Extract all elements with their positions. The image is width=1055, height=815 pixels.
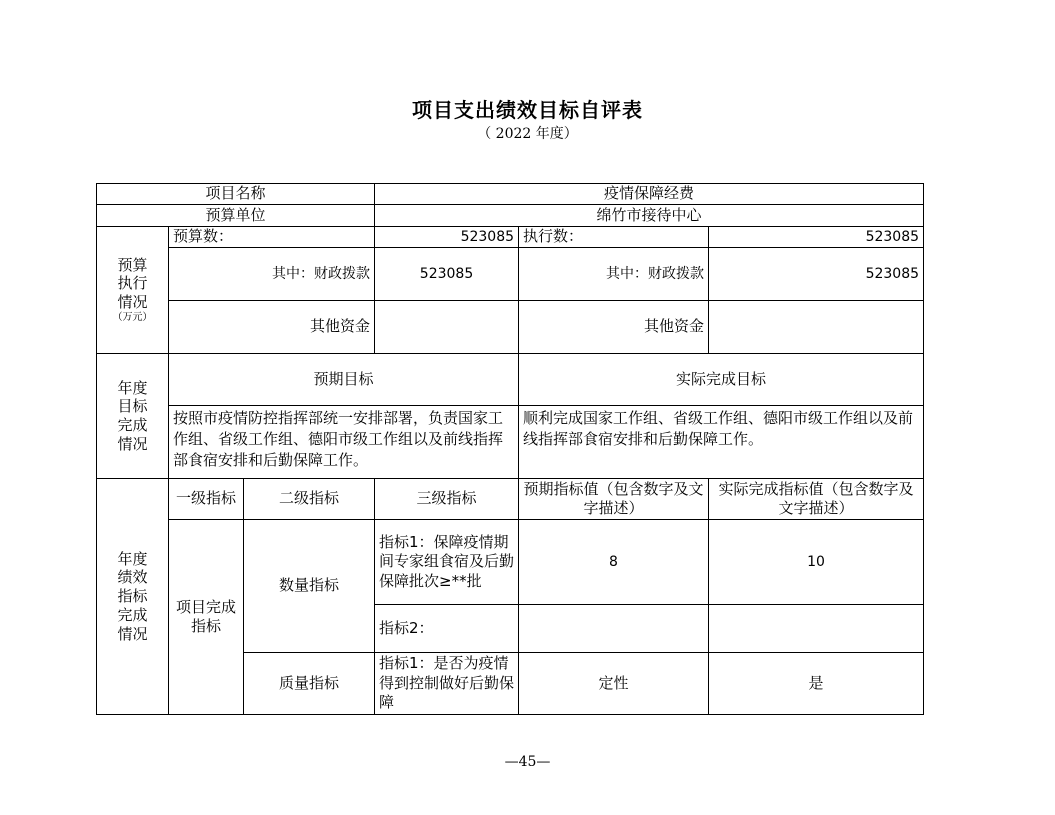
budget-unit-note: （万元） <box>112 311 153 323</box>
page-number: —45— <box>504 754 551 770</box>
project-name-value: 疫情保障经费 <box>375 184 924 205</box>
page-subtitle: （ 2022 年度） <box>477 126 578 142</box>
expected-value-header: 预期指标值（包含数字及文字描述） <box>519 479 709 520</box>
quantity-indicator-1-expected: 8 <box>519 520 709 605</box>
quantity-indicator-1-actual: 10 <box>709 520 924 605</box>
quantity-indicator-row-1 <box>97 520 924 605</box>
project-name-label: 项目名称 <box>97 184 375 205</box>
budget-row <box>97 227 924 248</box>
exec-num-label: 执行数： <box>519 227 709 248</box>
level3-header: 三级指标 <box>375 479 519 520</box>
annual-goal-section-label: 年度 目标 完成 情况 <box>97 354 169 479</box>
level1-value: 项目完成指标 <box>169 520 244 715</box>
fiscal-row <box>97 248 924 301</box>
quantity-indicator-label: 数量指标 <box>244 520 375 653</box>
quantity-indicator-2-actual <box>709 605 924 653</box>
annual-goal-header-row <box>97 354 924 406</box>
exec-num-value: 523085 <box>709 227 924 248</box>
quantity-indicator-1-text: 指标1：保障疫情期间专家组食宿及后勤保障批次≥**批 <box>375 520 519 605</box>
expected-goal-header: 预期目标 <box>169 354 519 406</box>
budget-num-value: 523085 <box>375 227 519 248</box>
quality-indicator-1-actual: 是 <box>709 653 924 715</box>
fiscal-label: 其中：财政拨款 <box>169 248 375 301</box>
other-funds-budget-value <box>375 301 519 354</box>
actual-goal-text: 顺利完成国家工作组、省级工作组、德阳市级工作组以及前线指挥部食宿安排和后勤保障工作。 <box>519 406 924 479</box>
indicator-header-row <box>97 479 924 520</box>
fiscal-exec-label: 其中：财政拨款 <box>519 248 709 301</box>
budget-unit-label: 预算单位 <box>97 205 375 227</box>
expected-goal-text: 按照市疫情防控指挥部统一安排部署，负责国家工作组、省级工作组、德阳市级工作组以及前线指挥部食宿安排和后勤保障工作。 <box>169 406 519 479</box>
budget-num-label: 预算数： <box>169 227 375 248</box>
page-title: 项目支出绩效目标自评表 <box>412 98 643 122</box>
quantity-indicator-2-text: 指标2： <box>375 605 519 653</box>
level1-header: 一级指标 <box>169 479 244 520</box>
indicator-section-label: 年度 绩效 指标 完成 情况 <box>97 479 169 715</box>
fiscal-exec-value: 523085 <box>709 248 924 301</box>
budget-section-label: 预算 执行 情况 （万元） <box>97 227 169 354</box>
performance-table <box>96 183 924 715</box>
quantity-indicator-2-expected <box>519 605 709 653</box>
actual-goal-header: 实际完成目标 <box>519 354 924 406</box>
quality-indicator-1-expected: 定性 <box>519 653 709 715</box>
quality-indicator-label: 质量指标 <box>244 653 375 715</box>
other-funds-exec-label: 其他资金 <box>519 301 709 354</box>
other-funds-label: 其他资金 <box>169 301 375 354</box>
budget-unit-value: 绵竹市接待中心 <box>375 205 924 227</box>
other-funds-row <box>97 301 924 354</box>
actual-value-header: 实际完成指标值（包含数字及文字描述） <box>709 479 924 520</box>
budget-unit-row <box>97 205 924 227</box>
quality-indicator-1-text: 指标1：是否为疫情得到控制做好后勤保障 <box>375 653 519 715</box>
project-name-row <box>97 184 924 205</box>
fiscal-budget-value: 523085 <box>375 248 519 301</box>
annual-goal-text-row <box>97 406 924 479</box>
level2-header: 二级指标 <box>244 479 375 520</box>
other-funds-exec-value <box>709 301 924 354</box>
